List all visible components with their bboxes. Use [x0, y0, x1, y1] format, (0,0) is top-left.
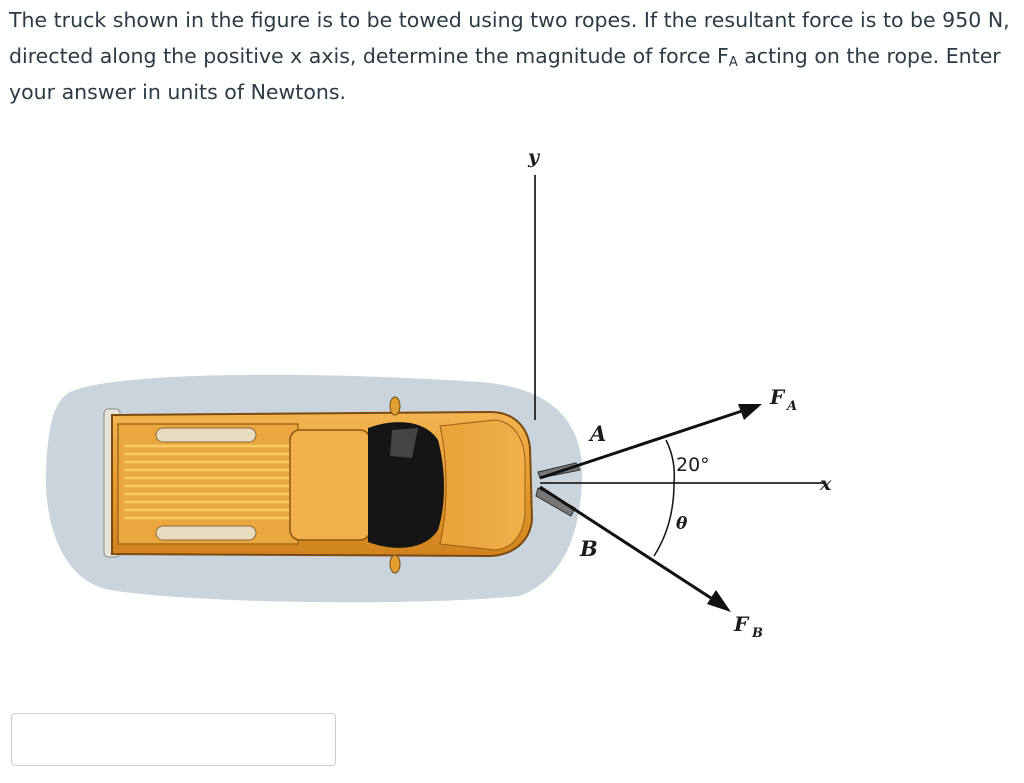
- hood: [440, 420, 525, 550]
- angle-a-arc: [666, 440, 674, 483]
- force-a-subscript: A: [787, 399, 798, 414]
- answer-input[interactable]: [11, 713, 336, 766]
- question-subscript: A: [728, 55, 738, 70]
- force-b-arrowhead: [707, 590, 731, 612]
- cab-roof: [290, 430, 370, 540]
- force-a-arrowhead: [738, 404, 762, 420]
- x-axis-label: x: [820, 473, 832, 495]
- force-b-subscript: B: [752, 626, 763, 641]
- truck-figure: [0, 130, 1024, 650]
- question-text-part-2: acting on the rope. Enter your answer in units of Newtons.: [9, 44, 1001, 104]
- force-b-label: F: [734, 612, 749, 636]
- angle-b-label: θ: [676, 514, 688, 534]
- question-text: [9, 2, 1019, 110]
- bed-wheel-well-bottom: [156, 526, 256, 540]
- side-mirror-bottom: [390, 555, 400, 573]
- side-mirror-top: [390, 397, 400, 415]
- angle-a-label: 20°: [676, 454, 710, 476]
- truck: [104, 397, 580, 573]
- bed-wheel-well-top: [156, 428, 256, 442]
- force-a-label: F: [770, 385, 785, 409]
- question-text-part-1: The truck shown in the figure is to be towed using two ropes. If the resultant force is to be 950 N, directed along the positive x axis, determine the magnitude of force F: [9, 8, 1010, 68]
- rope-b-label: B: [580, 536, 598, 561]
- y-axis-label: y: [528, 146, 540, 168]
- angle-b-arc: [654, 483, 674, 556]
- rope-a-label: A: [590, 421, 607, 446]
